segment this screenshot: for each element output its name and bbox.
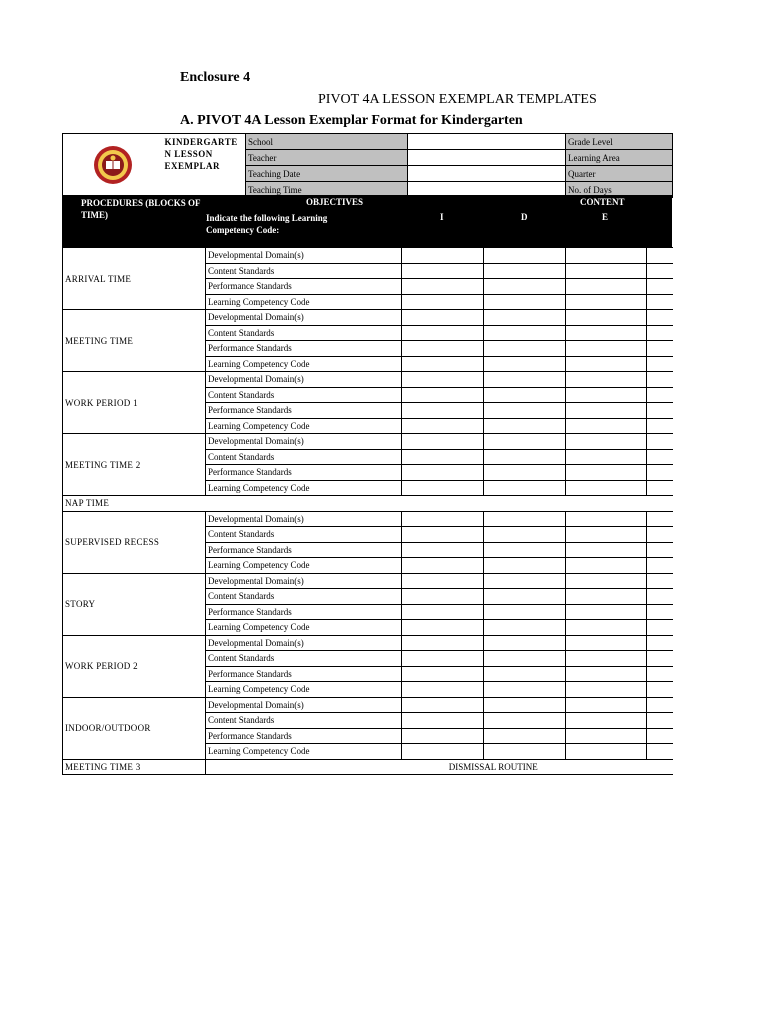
cell[interactable] bbox=[484, 635, 566, 651]
cell[interactable] bbox=[402, 697, 484, 713]
cell[interactable] bbox=[647, 604, 673, 620]
cell[interactable] bbox=[484, 248, 566, 264]
cell[interactable] bbox=[402, 542, 484, 558]
cell[interactable] bbox=[647, 713, 673, 729]
cell[interactable] bbox=[484, 744, 566, 760]
table-row bbox=[63, 310, 673, 326]
cell[interactable] bbox=[402, 372, 484, 388]
cell[interactable] bbox=[647, 542, 673, 558]
cell[interactable] bbox=[402, 449, 484, 465]
performance-label: Performance Standards bbox=[206, 728, 402, 744]
cell[interactable] bbox=[484, 682, 566, 698]
teaching-date-field[interactable] bbox=[408, 166, 566, 182]
content-header: CONTENT bbox=[580, 197, 625, 207]
cell[interactable] bbox=[566, 527, 647, 543]
cell[interactable] bbox=[647, 620, 673, 636]
domain-label: Developmental Domain(s) bbox=[206, 372, 402, 388]
logo-cell bbox=[63, 134, 163, 198]
no-of-days-label: No. of Days bbox=[566, 182, 673, 198]
competency-label: Learning Competency Code bbox=[206, 620, 402, 636]
cell[interactable] bbox=[402, 713, 484, 729]
cell[interactable] bbox=[566, 666, 647, 682]
cell[interactable] bbox=[647, 263, 673, 279]
cell[interactable] bbox=[566, 697, 647, 713]
content-label: Content Standards bbox=[206, 387, 402, 403]
cell[interactable] bbox=[402, 387, 484, 403]
performance-label: Performance Standards bbox=[206, 666, 402, 682]
domain-label: Developmental Domain(s) bbox=[206, 635, 402, 651]
cell[interactable] bbox=[402, 744, 484, 760]
cell[interactable] bbox=[566, 449, 647, 465]
block-meeting-time-2: MEETING TIME 2 bbox=[63, 434, 206, 496]
cell[interactable] bbox=[647, 635, 673, 651]
cell[interactable] bbox=[566, 403, 647, 419]
learning-area-label: Learning Area bbox=[566, 150, 673, 166]
performance-label: Performance Standards bbox=[206, 341, 402, 357]
cell[interactable] bbox=[402, 558, 484, 574]
cell[interactable] bbox=[566, 387, 647, 403]
cell[interactable] bbox=[647, 666, 673, 682]
cell[interactable] bbox=[402, 465, 484, 481]
cell[interactable] bbox=[402, 263, 484, 279]
cell[interactable] bbox=[402, 511, 484, 527]
table-row bbox=[63, 635, 673, 651]
cell[interactable] bbox=[566, 635, 647, 651]
cell[interactable] bbox=[484, 325, 566, 341]
cell[interactable] bbox=[647, 682, 673, 698]
cell[interactable] bbox=[402, 651, 484, 667]
cell[interactable] bbox=[566, 418, 647, 434]
cell[interactable] bbox=[402, 418, 484, 434]
cell[interactable] bbox=[484, 480, 566, 496]
cell[interactable] bbox=[484, 418, 566, 434]
cell[interactable] bbox=[647, 294, 673, 310]
cell[interactable] bbox=[566, 294, 647, 310]
cell[interactable] bbox=[647, 434, 673, 450]
cell[interactable] bbox=[484, 279, 566, 295]
block-work-period-2: WORK PERIOD 2 bbox=[63, 635, 206, 697]
column-i-header: I bbox=[440, 212, 444, 222]
cell[interactable] bbox=[566, 341, 647, 357]
cell[interactable] bbox=[402, 434, 484, 450]
competency-label: Learning Competency Code bbox=[206, 294, 402, 310]
cell[interactable] bbox=[566, 310, 647, 326]
cell[interactable] bbox=[402, 279, 484, 295]
table-row bbox=[63, 434, 673, 450]
cell[interactable] bbox=[566, 558, 647, 574]
cell[interactable] bbox=[647, 310, 673, 326]
cell[interactable] bbox=[484, 573, 566, 589]
procedures-header: PROCEDURES (BLOCKS OF TIME) bbox=[81, 198, 201, 220]
cell[interactable] bbox=[484, 310, 566, 326]
cell[interactable] bbox=[402, 325, 484, 341]
cell[interactable] bbox=[566, 573, 647, 589]
cell[interactable] bbox=[484, 620, 566, 636]
info-table bbox=[62, 133, 673, 198]
cell[interactable] bbox=[566, 651, 647, 667]
cell[interactable] bbox=[566, 589, 647, 605]
cell[interactable] bbox=[647, 403, 673, 419]
cell[interactable] bbox=[647, 387, 673, 403]
cell[interactable] bbox=[566, 604, 647, 620]
cell[interactable] bbox=[402, 480, 484, 496]
cell[interactable] bbox=[566, 542, 647, 558]
cell[interactable] bbox=[484, 697, 566, 713]
content-label: Content Standards bbox=[206, 713, 402, 729]
school-field[interactable] bbox=[408, 134, 566, 150]
cell[interactable] bbox=[647, 651, 673, 667]
cell[interactable] bbox=[647, 744, 673, 760]
cell[interactable] bbox=[647, 558, 673, 574]
content-label: Content Standards bbox=[206, 527, 402, 543]
domain-label: Developmental Domain(s) bbox=[206, 434, 402, 450]
lesson-table bbox=[62, 247, 673, 775]
document-subtitle: A. PIVOT 4A Lesson Exemplar Format for Kindergarten bbox=[180, 113, 523, 128]
table-row bbox=[63, 496, 673, 512]
performance-label: Performance Standards bbox=[206, 279, 402, 295]
table-row bbox=[63, 372, 673, 388]
cell[interactable] bbox=[402, 403, 484, 419]
objectives-subheader: Indicate the following Learning Competency Code: bbox=[206, 213, 328, 235]
table-row bbox=[63, 573, 673, 589]
cell[interactable] bbox=[647, 480, 673, 496]
competency-label: Learning Competency Code bbox=[206, 418, 402, 434]
cell[interactable] bbox=[484, 341, 566, 357]
cell[interactable] bbox=[402, 341, 484, 357]
cell[interactable] bbox=[647, 325, 673, 341]
enclosure-label: Enclosure 4 bbox=[180, 70, 251, 85]
cell[interactable] bbox=[566, 744, 647, 760]
competency-label: Learning Competency Code bbox=[206, 558, 402, 574]
cell[interactable] bbox=[484, 666, 566, 682]
cell[interactable] bbox=[484, 589, 566, 605]
block-arrival-time: ARRIVAL TIME bbox=[63, 248, 206, 310]
cell[interactable] bbox=[484, 449, 566, 465]
objectives-header: OBJECTIVES bbox=[306, 197, 364, 207]
table-row bbox=[63, 759, 673, 775]
cell[interactable] bbox=[402, 604, 484, 620]
block-meeting-time-3: MEETING TIME 3 bbox=[63, 759, 206, 775]
block-work-period-1: WORK PERIOD 1 bbox=[63, 372, 206, 434]
performance-label: Performance Standards bbox=[206, 403, 402, 419]
block-nap-time: NAP TIME bbox=[63, 496, 673, 512]
quarter-label: Quarter bbox=[566, 166, 673, 182]
cell[interactable] bbox=[647, 248, 673, 264]
cell[interactable] bbox=[647, 573, 673, 589]
cell[interactable] bbox=[402, 573, 484, 589]
cell[interactable] bbox=[647, 589, 673, 605]
cell[interactable] bbox=[484, 511, 566, 527]
competency-label: Learning Competency Code bbox=[206, 480, 402, 496]
cell[interactable] bbox=[484, 604, 566, 620]
cell[interactable] bbox=[647, 341, 673, 357]
teacher-field[interactable] bbox=[408, 150, 566, 166]
cell[interactable] bbox=[484, 651, 566, 667]
cell[interactable] bbox=[484, 728, 566, 744]
table-row bbox=[63, 511, 673, 527]
cell[interactable] bbox=[484, 356, 566, 372]
content-label: Content Standards bbox=[206, 263, 402, 279]
cell[interactable] bbox=[647, 279, 673, 295]
content-label: Content Standards bbox=[206, 589, 402, 605]
cell[interactable] bbox=[566, 620, 647, 636]
domain-label: Developmental Domain(s) bbox=[206, 248, 402, 264]
teaching-date-label: Teaching Date bbox=[246, 166, 408, 182]
column-header-bar bbox=[62, 195, 672, 247]
deped-seal-icon bbox=[93, 145, 133, 185]
teacher-label: Teacher bbox=[246, 150, 408, 166]
content-label: Content Standards bbox=[206, 325, 402, 341]
content-label: Content Standards bbox=[206, 449, 402, 465]
cell[interactable] bbox=[402, 682, 484, 698]
cell[interactable] bbox=[647, 465, 673, 481]
cell[interactable] bbox=[566, 728, 647, 744]
cell[interactable] bbox=[566, 480, 647, 496]
cell[interactable] bbox=[566, 511, 647, 527]
domain-label: Developmental Domain(s) bbox=[206, 697, 402, 713]
cell[interactable] bbox=[402, 248, 484, 264]
cell[interactable] bbox=[566, 682, 647, 698]
performance-label: Performance Standards bbox=[206, 542, 402, 558]
domain-label: Developmental Domain(s) bbox=[206, 573, 402, 589]
cell[interactable] bbox=[566, 279, 647, 295]
cell[interactable] bbox=[402, 666, 484, 682]
dismissal-routine: DISMISSAL ROUTINE bbox=[206, 759, 673, 775]
cell[interactable] bbox=[402, 635, 484, 651]
grade-level-label: Grade Level bbox=[566, 134, 673, 150]
performance-label: Performance Standards bbox=[206, 604, 402, 620]
cell[interactable] bbox=[402, 356, 484, 372]
block-supervised-recess: SUPERVISED RECESS bbox=[63, 511, 206, 573]
block-story: STORY bbox=[63, 573, 206, 635]
column-e-header: E bbox=[602, 212, 609, 222]
cell[interactable] bbox=[402, 294, 484, 310]
cell[interactable] bbox=[566, 325, 647, 341]
block-meeting-time: MEETING TIME bbox=[63, 310, 206, 372]
cell[interactable] bbox=[647, 418, 673, 434]
cell[interactable] bbox=[647, 728, 673, 744]
cell[interactable] bbox=[484, 403, 566, 419]
cell[interactable] bbox=[402, 527, 484, 543]
cell[interactable] bbox=[484, 387, 566, 403]
block-indoor-outdoor: INDOOR/OUTDOOR bbox=[63, 697, 206, 759]
cell[interactable] bbox=[566, 465, 647, 481]
cell[interactable] bbox=[402, 310, 484, 326]
cell[interactable] bbox=[566, 248, 647, 264]
content-label: Content Standards bbox=[206, 651, 402, 667]
cell[interactable] bbox=[647, 511, 673, 527]
column-d-header: D bbox=[521, 212, 528, 222]
cell[interactable] bbox=[484, 713, 566, 729]
cell[interactable] bbox=[402, 620, 484, 636]
competency-label: Learning Competency Code bbox=[206, 744, 402, 760]
cell[interactable] bbox=[484, 558, 566, 574]
cell[interactable] bbox=[566, 372, 647, 388]
cell[interactable] bbox=[402, 728, 484, 744]
cell[interactable] bbox=[484, 434, 566, 450]
teaching-time-label: Teaching Time bbox=[246, 182, 408, 198]
cell[interactable] bbox=[647, 697, 673, 713]
performance-label: Performance Standards bbox=[206, 465, 402, 481]
competency-label: Learning Competency Code bbox=[206, 356, 402, 372]
domain-label: Developmental Domain(s) bbox=[206, 310, 402, 326]
cell[interactable] bbox=[566, 263, 647, 279]
kindergarten-label: KINDERGARTE N LESSON EXEMPLAR bbox=[163, 134, 246, 198]
cell[interactable] bbox=[647, 372, 673, 388]
document-title: PIVOT 4A LESSON EXEMPLAR TEMPLATES bbox=[318, 92, 597, 107]
cell[interactable] bbox=[647, 527, 673, 543]
cell[interactable] bbox=[484, 527, 566, 543]
cell[interactable] bbox=[484, 542, 566, 558]
cell[interactable] bbox=[647, 356, 673, 372]
table-row bbox=[63, 248, 673, 264]
cell[interactable] bbox=[484, 465, 566, 481]
cell[interactable] bbox=[484, 263, 566, 279]
cell[interactable] bbox=[566, 434, 647, 450]
cell[interactable] bbox=[484, 372, 566, 388]
domain-label: Developmental Domain(s) bbox=[206, 511, 402, 527]
table-row bbox=[63, 697, 673, 713]
cell[interactable] bbox=[484, 294, 566, 310]
cell[interactable] bbox=[566, 356, 647, 372]
cell[interactable] bbox=[402, 589, 484, 605]
school-label: School bbox=[246, 134, 408, 150]
competency-label: Learning Competency Code bbox=[206, 682, 402, 698]
cell[interactable] bbox=[566, 713, 647, 729]
cell[interactable] bbox=[647, 449, 673, 465]
